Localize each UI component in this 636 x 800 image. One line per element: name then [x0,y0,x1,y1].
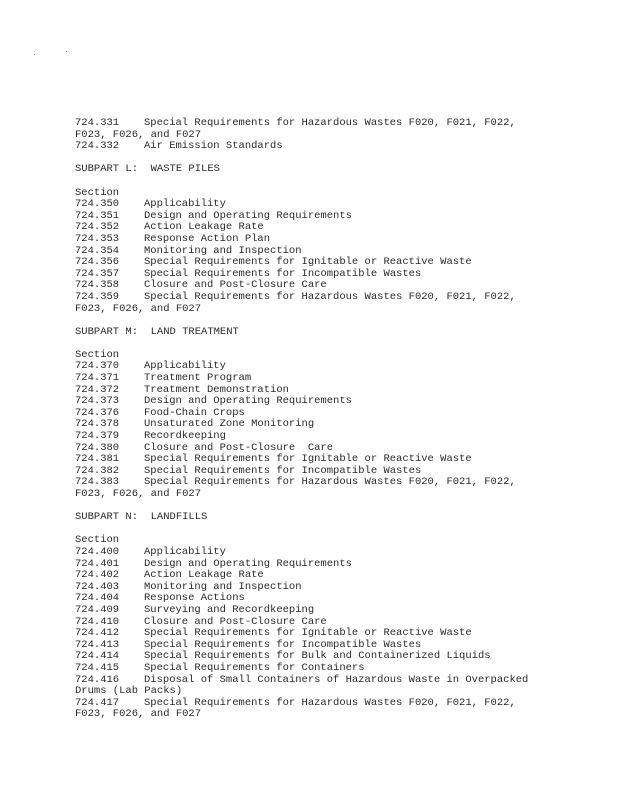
section-number: 724.412 [75,627,120,640]
subpart-heading: SUBPART L: WASTE PILES [75,163,220,176]
toc-entry-line [75,628,615,640]
section-title: Action Leakage Rate [144,569,264,582]
section-title: Special Requirements for Bulk and Containerized Liquids [144,650,491,663]
toc-entry-line [75,292,615,304]
toc-entry-line [75,257,615,269]
section-label: Section [75,186,120,199]
section-title-continuation: F023, F026, and F027 [75,128,202,141]
toc-entry-line [75,605,615,617]
toc-entry [75,373,615,385]
section-label: Section [75,348,120,361]
section-number: 724.331 [75,117,120,129]
table-of-contents [75,118,615,721]
toc-entry-line [75,663,615,675]
section-number: 724.372 [75,383,120,396]
section-number: 724.359 [75,290,120,303]
section-title: Response Actions [144,592,245,605]
toc-entry-line [75,141,615,153]
subpart-heading: SUBPART M: LAND TREATMENT [75,325,239,338]
section-title: Design and Operating Requirements [144,395,352,408]
section-title: Recordkeeping [144,430,226,443]
section-title: Applicability [144,545,226,558]
section-title: Special Requirements for Hazardous Wastes F020, F021, F022, [144,290,516,303]
section-label: Section [75,534,120,547]
blank-line [75,338,615,350]
section-title-continuation: F023, F026, and F027 [75,708,202,721]
section-number: 724.414 [75,650,120,663]
section-number: 724.353 [75,232,120,245]
section-number: 724.354 [75,244,120,257]
speck [66,51,67,52]
toc-entry-line [75,118,615,130]
toc-entry [75,628,615,640]
section-number: 724.415 [75,661,120,674]
section-title: Applicability [144,198,226,211]
toc-entry [75,477,615,500]
section-title: Response Action Plan [144,232,271,245]
toc-entry-line [75,570,615,582]
section-number: 724.417 [75,696,120,709]
toc-entry [75,663,615,675]
section-title: Special Requirements for Ignitable or Reactive Waste [144,256,472,269]
section-number: 724.376 [75,406,120,419]
section-title: Treatment Program [144,372,252,385]
blank-line [75,176,615,188]
toc-entry-line [75,199,615,211]
section-number: 724.378 [75,418,120,431]
toc-entry-line [75,431,615,443]
blank-line [75,315,615,327]
section-number: 724.409 [75,603,120,616]
section-title: Monitoring and Inspection [144,244,302,257]
section-number: 724.358 [75,279,120,292]
section-number: 724.351 [75,209,120,222]
toc-entry [75,698,615,721]
section-number: 724.350 [75,198,120,211]
scan-specks [30,50,80,60]
section-title: Disposal of Small Containers of Hazardous Waste in Overpacked [144,673,529,686]
section-number: 724.400 [75,545,120,558]
section-title: Special Requirements for Incompatible Wastes [144,464,422,477]
section-title: Monitoring and Inspection [144,580,302,593]
section-number: 724.416 [75,673,120,686]
section-title: Special Requirements for Hazardous Wastes F020, F021, F022, [144,696,516,709]
section-number: 724.410 [75,615,120,628]
toc-entry [75,292,615,315]
section-title: Closure and Post-Closure Care [144,279,327,292]
section-title: Design and Operating Requirements [144,209,352,222]
section-number: 724.413 [75,638,120,651]
toc-entry [75,257,615,269]
section-title: Closure and Post-Closure Care [144,615,327,628]
section-title: Air Emission Standards [144,140,283,153]
section-title-continuation: F023, F026, and F027 [75,488,202,500]
section-title: Special Requirements for Incompatible Wastes [144,267,422,280]
section-title: Surveying and Recordkeeping [144,603,315,616]
toc-entry [75,141,615,153]
section-title: Special Requirements for Incompatible Wastes [144,638,422,651]
section-title-continuation: Drums (Lab Packs) [75,685,183,698]
toc-entry [75,547,615,559]
section-title: Special Requirements for Hazardous Wastes F020, F021, F022, [144,117,516,129]
subpart-heading: SUBPART N: LANDFILLS [75,511,208,524]
section-number: 724.379 [75,430,120,443]
section-title: Special Requirements for Ignitable or Reactive Waste [144,453,472,466]
section-title: Closure and Post-Closure Care [144,441,334,454]
section-title: Action Leakage Rate [144,221,264,234]
section-number: 724.370 [75,360,120,373]
toc-entry [75,234,615,246]
toc-entry [75,570,615,582]
section-title: Treatment Demonstration [144,383,289,396]
section-number: 724.356 [75,256,120,269]
section-number: 724.380 [75,441,120,454]
section-number: 724.403 [75,580,120,593]
section-title-continuation: F023, F026, and F027 [75,302,202,315]
toc-entry [75,431,615,443]
section-title: Unsaturated Zone Monitoring [144,418,315,431]
toc-entry [75,675,615,698]
blank-line [75,524,615,536]
section-number: 724.373 [75,395,120,408]
toc-entry-line [75,547,615,559]
section-number: 724.381 [75,453,120,466]
section-number: 724.383 [75,476,120,489]
speck [34,54,35,55]
section-title: Special Requirements for Hazardous Wastes F020, F021, F022, [144,476,516,489]
section-number: 724.371 [75,372,120,385]
section-number: 724.401 [75,557,120,570]
toc-entry [75,118,615,141]
toc-entry [75,605,615,617]
section-number: 724.382 [75,464,120,477]
section-title: Special Requirements for Ignitable or Reactive Waste [144,627,472,640]
section-number: 724.404 [75,592,120,605]
section-title: Design and Operating Requirements [144,557,352,570]
section-title: Special Requirements for Containers [144,661,365,674]
section-number: 724.357 [75,267,120,280]
toc-entry-line [75,234,615,246]
section-title: Food-Chain Crops [144,406,245,419]
section-number: 724.332 [75,140,120,153]
toc-entry [75,199,615,211]
section-title: Applicability [144,360,226,373]
toc-entry-line [75,373,615,385]
section-number: 724.402 [75,569,120,582]
section-number: 724.352 [75,221,120,234]
